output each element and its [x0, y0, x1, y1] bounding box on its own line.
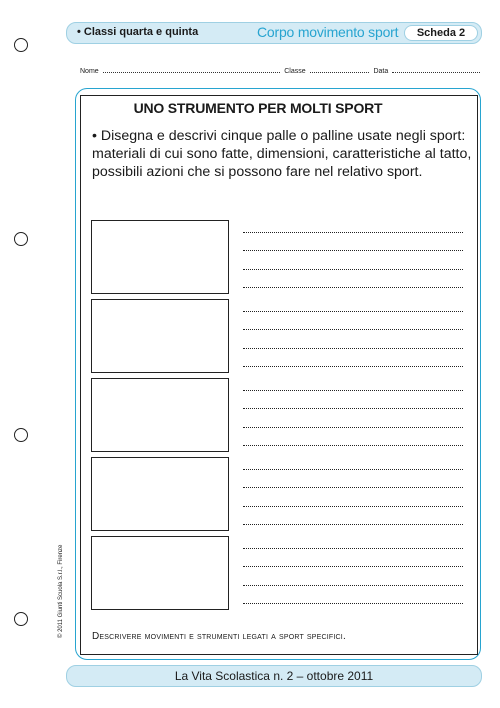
date-label: Data	[373, 68, 389, 75]
drawing-box-1[interactable]	[91, 220, 229, 294]
copyright-notice: © 2011 Giunti Scuola S.r.l., Firenze	[58, 544, 64, 638]
binder-hole	[14, 428, 28, 442]
binder-hole	[14, 232, 28, 246]
drawing-box-4[interactable]	[91, 457, 229, 531]
student-info-row	[80, 66, 480, 75]
writing-lines-1[interactable]	[243, 214, 463, 288]
worksheet-title: UNO STRUMENTO PER MOLTI SPORT	[133, 100, 383, 116]
class-field[interactable]	[310, 66, 370, 73]
sheet-badge: Scheda 2	[404, 25, 478, 41]
name-field[interactable]	[103, 66, 281, 73]
drawing-box-3[interactable]	[91, 378, 229, 452]
writing-lines-3[interactable]	[243, 372, 463, 446]
writing-lines-2[interactable]	[243, 293, 463, 367]
footer-bar: La Vita Scolastica n. 2 – ottobre 2011	[66, 665, 482, 687]
drawing-box-5[interactable]	[91, 536, 229, 610]
learning-goal-note: Descrivere movimenti e strumenti legati a sport specifici.	[92, 631, 346, 642]
writing-lines-4[interactable]	[243, 451, 463, 525]
subject-title: Corpo movimento sport	[257, 24, 399, 40]
binder-hole	[14, 612, 28, 626]
name-label: Nome	[80, 68, 99, 75]
drawing-box-2[interactable]	[91, 299, 229, 373]
binder-hole	[14, 38, 28, 52]
class-level-label: • Classi quarta e quinta	[77, 26, 199, 38]
writing-lines-5[interactable]	[243, 530, 463, 604]
date-field[interactable]	[392, 66, 480, 73]
header-bar	[66, 22, 482, 44]
class-label: Classe	[284, 68, 306, 75]
instruction-text: • Disegna e descrivi cinque palle o palline usate negli sport: materiali di cui sono fatte, dimensioni, caratteristiche al tatto, possibili azioni che si possono fare nel relativo sport.	[92, 128, 472, 180]
